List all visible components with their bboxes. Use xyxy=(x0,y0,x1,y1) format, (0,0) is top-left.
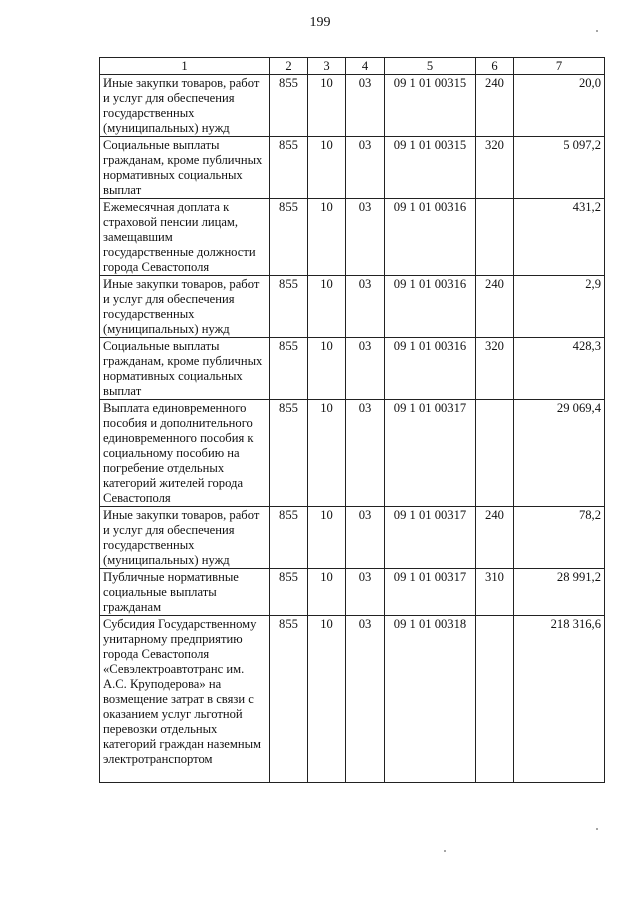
amount-cell: 78,2 xyxy=(514,507,605,569)
budget-table xyxy=(99,57,605,783)
subsection-cell: 03 xyxy=(346,338,385,400)
column-header: 2 xyxy=(270,58,308,75)
amount-cell: 29 069,4 xyxy=(514,400,605,507)
section-cell: 10 xyxy=(308,338,346,400)
target-article-cell: 09 1 01 00316 xyxy=(385,276,476,338)
section-cell: 10 xyxy=(308,276,346,338)
page-number: 199 xyxy=(309,15,331,30)
expense-type-cell: 240 xyxy=(476,75,514,137)
grbs-cell: 855 xyxy=(270,507,308,569)
subsection-cell: 03 xyxy=(346,75,385,137)
expense-type-cell xyxy=(476,616,514,783)
subsection-cell: 03 xyxy=(346,276,385,338)
table-row xyxy=(100,569,605,616)
amount-cell: 20,0 xyxy=(514,75,605,137)
grbs-cell: 855 xyxy=(270,338,308,400)
table-row xyxy=(100,199,605,276)
expense-type-cell: 240 xyxy=(476,276,514,338)
column-header: 7 xyxy=(514,58,605,75)
expense-type-cell: 320 xyxy=(476,338,514,400)
target-article-cell: 09 1 01 00317 xyxy=(385,507,476,569)
table-row xyxy=(100,507,605,569)
section-cell: 10 xyxy=(308,137,346,199)
subsection-cell: 03 xyxy=(346,616,385,783)
grbs-cell: 855 xyxy=(270,616,308,783)
table-row xyxy=(100,400,605,507)
subsection-cell: 03 xyxy=(346,199,385,276)
scan-speck xyxy=(596,828,598,830)
expense-type-cell: 310 xyxy=(476,569,514,616)
target-article-cell: 09 1 01 00316 xyxy=(385,338,476,400)
column-header: 5 xyxy=(385,58,476,75)
target-article-cell: 09 1 01 00317 xyxy=(385,569,476,616)
amount-cell: 28 991,2 xyxy=(514,569,605,616)
table-row xyxy=(100,137,605,199)
column-header: 3 xyxy=(308,58,346,75)
grbs-cell: 855 xyxy=(270,137,308,199)
scan-speck xyxy=(444,850,446,852)
table-row xyxy=(100,276,605,338)
expense-name-cell: Социальные выплаты гражданам, кроме публичных нормативных социальных выплат xyxy=(100,137,270,199)
column-header: 6 xyxy=(476,58,514,75)
expense-name-cell: Публичные нормативные социальные выплаты гражданам xyxy=(100,569,270,616)
column-header: 1 xyxy=(100,58,270,75)
amount-cell: 431,2 xyxy=(514,199,605,276)
section-cell: 10 xyxy=(308,507,346,569)
table-row xyxy=(100,75,605,137)
grbs-cell: 855 xyxy=(270,199,308,276)
grbs-cell: 855 xyxy=(270,400,308,507)
section-cell: 10 xyxy=(308,569,346,616)
target-article-cell: 09 1 01 00317 xyxy=(385,400,476,507)
expense-type-cell: 240 xyxy=(476,507,514,569)
expense-type-cell: 320 xyxy=(476,137,514,199)
grbs-cell: 855 xyxy=(270,75,308,137)
expense-type-cell xyxy=(476,199,514,276)
section-cell: 10 xyxy=(308,400,346,507)
expense-name-cell: Иные закупки товаров, работ и услуг для обеспечения государственных (муниципальных) нужд xyxy=(100,75,270,137)
subsection-cell: 03 xyxy=(346,569,385,616)
section-cell: 10 xyxy=(308,616,346,783)
expense-name-cell: Иные закупки товаров, работ и услуг для обеспечения государственных (муниципальных) нужд xyxy=(100,276,270,338)
grbs-cell: 855 xyxy=(270,569,308,616)
subsection-cell: 03 xyxy=(346,507,385,569)
target-article-cell: 09 1 01 00315 xyxy=(385,75,476,137)
target-article-cell: 09 1 01 00318 xyxy=(385,616,476,783)
scan-speck xyxy=(596,30,598,32)
expense-name-cell: Социальные выплаты гражданам, кроме публичных нормативных социальных выплат xyxy=(100,338,270,400)
amount-cell: 5 097,2 xyxy=(514,137,605,199)
amount-cell: 2,9 xyxy=(514,276,605,338)
expense-name-cell: Иные закупки товаров, работ и услуг для обеспечения государственных (муниципальных) нужд xyxy=(100,507,270,569)
expense-name-cell: Ежемесячная доплата к страховой пенсии лицам, замещавшим государственные должности города Севастополя xyxy=(100,199,270,276)
section-cell: 10 xyxy=(308,199,346,276)
table-row xyxy=(100,338,605,400)
target-article-cell: 09 1 01 00315 xyxy=(385,137,476,199)
header-row xyxy=(100,58,605,75)
column-header: 4 xyxy=(346,58,385,75)
expense-type-cell xyxy=(476,400,514,507)
section-cell: 10 xyxy=(308,75,346,137)
subsection-cell: 03 xyxy=(346,137,385,199)
amount-cell: 428,3 xyxy=(514,338,605,400)
expense-name-cell: Выплата единовременного пособия и дополнительного единовременного пособия к социальному пособию на погребение отдельных категорий жителей города Севастополя xyxy=(100,400,270,507)
table-row xyxy=(100,616,605,783)
amount-cell: 218 316,6 xyxy=(514,616,605,783)
target-article-cell: 09 1 01 00316 xyxy=(385,199,476,276)
expense-name-cell: Субсидия Государственному унитарному предприятию города Севастополя «Севэлектроавтотранс им. А.С. Круподерова» на возмещение затрат в связи с оказанием услуг льготной перевозки отдельных категорий граждан наземным электротранспортом xyxy=(100,616,270,783)
grbs-cell: 855 xyxy=(270,276,308,338)
subsection-cell: 03 xyxy=(346,400,385,507)
